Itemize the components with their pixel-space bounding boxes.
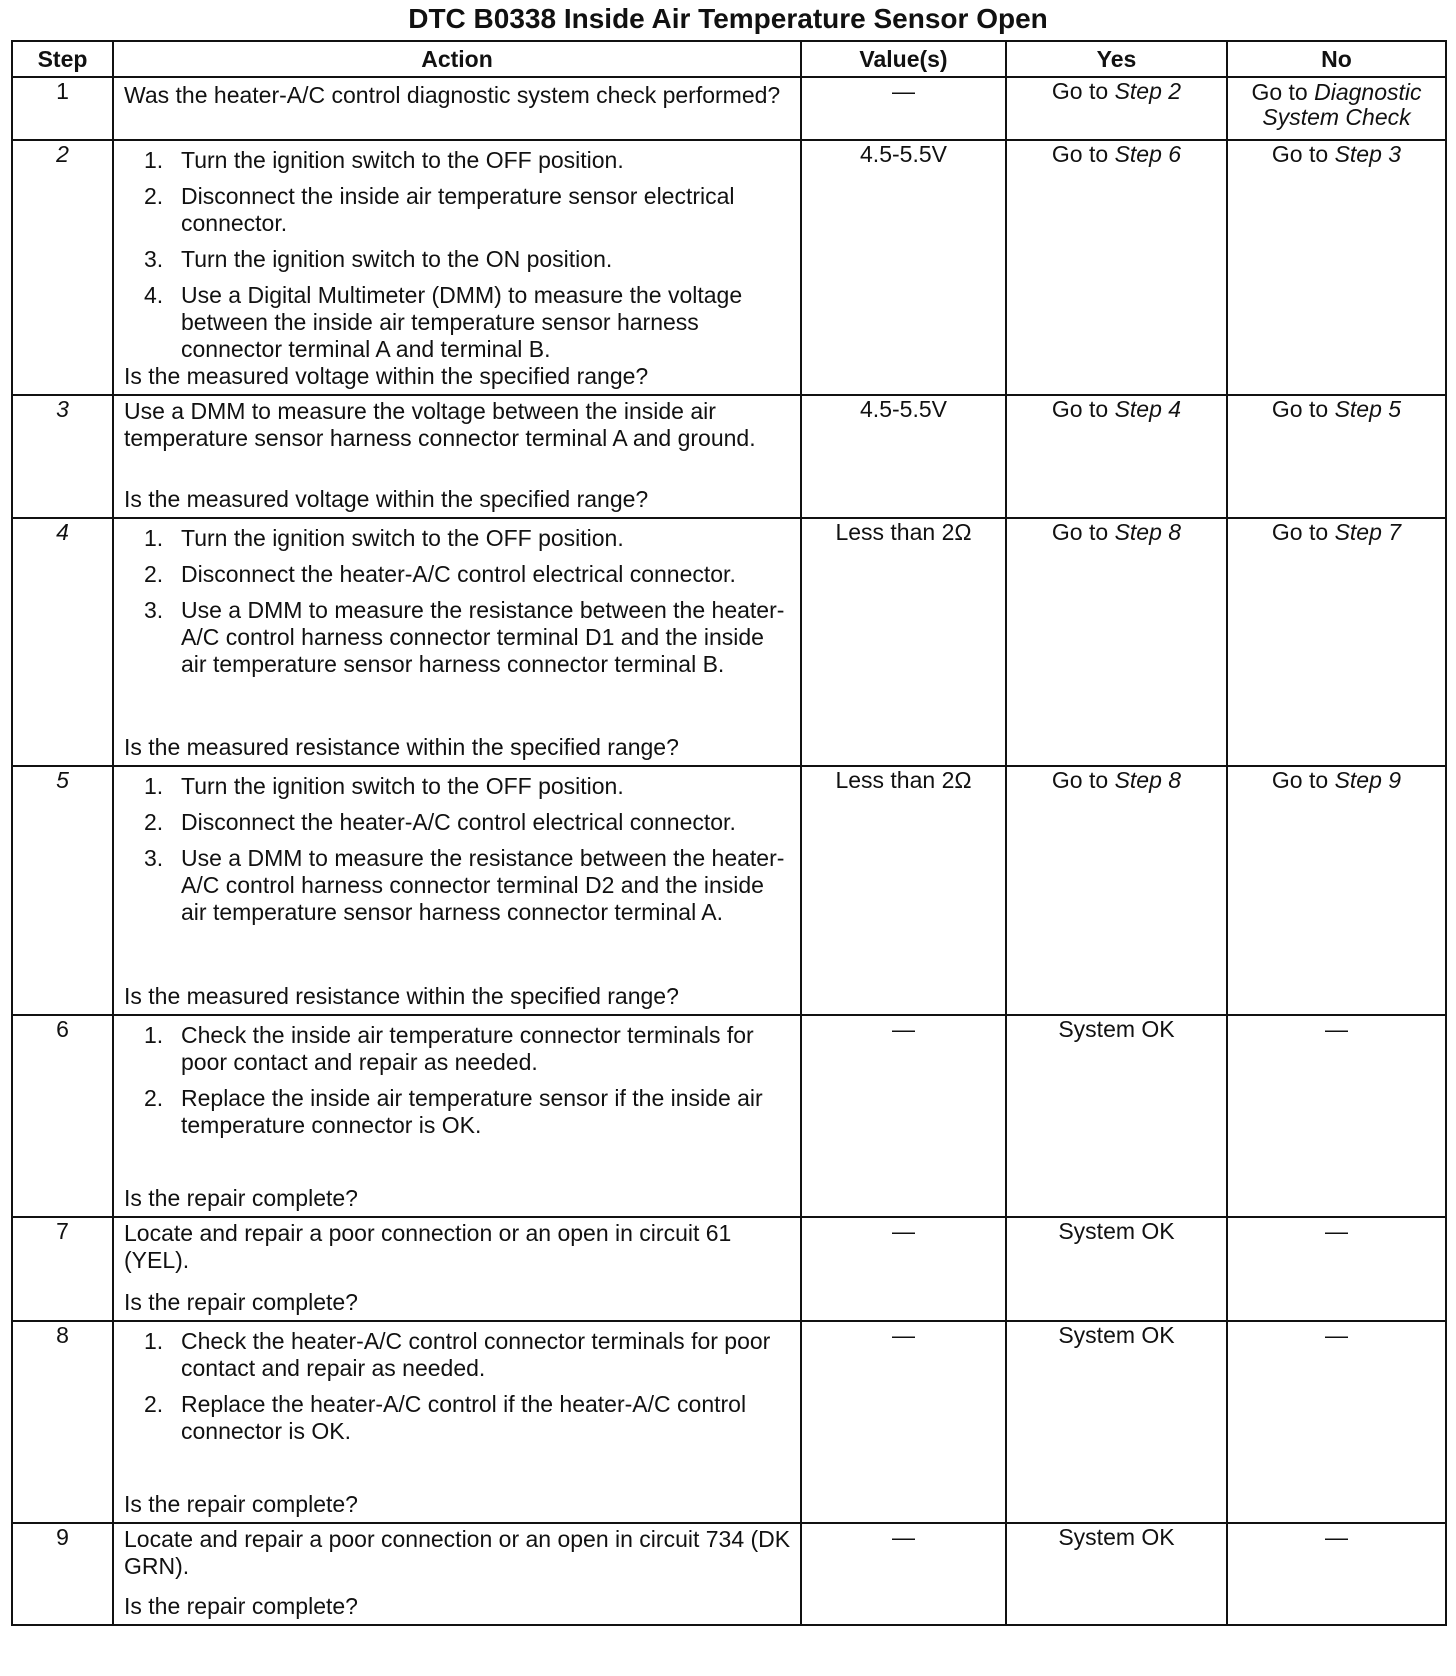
table-row bbox=[12, 77, 1446, 140]
action-text: Locate and repair a poor connection or an open in circuit 734 (DK GRN). bbox=[124, 1526, 791, 1579]
action-steps bbox=[124, 1022, 792, 1139]
yes-cell: Go to Step 4 bbox=[1006, 395, 1227, 518]
list-item: 2. Disconnect the heater-A/C control electrical connector. bbox=[144, 561, 736, 587]
step-number: 3 bbox=[12, 395, 113, 518]
header-action: Action bbox=[113, 41, 801, 77]
table-row bbox=[12, 1523, 1446, 1625]
yes-cell: System OK bbox=[1006, 1523, 1227, 1625]
yes-cell: System OK bbox=[1006, 1015, 1227, 1217]
action-question: Is the measured voltage within the specified range? bbox=[124, 363, 649, 389]
diagnostic-table bbox=[11, 40, 1447, 1626]
list-item: 3. Turn the ignition switch to the ON position. bbox=[144, 246, 613, 272]
action-cell bbox=[113, 140, 801, 395]
step-number: 4 bbox=[12, 518, 113, 766]
action-steps bbox=[124, 525, 792, 678]
list-item: 3. Use a DMM to measure the resistance between the heater-A/C control harness connector terminal D2 and the inside air temperature sensor harness connector terminal A. bbox=[144, 845, 785, 925]
action-question: Is the repair complete? bbox=[124, 1491, 358, 1517]
no-step-ref: Step 5 bbox=[1334, 396, 1402, 422]
action-steps bbox=[124, 773, 792, 926]
go-to-label: Go to bbox=[1251, 79, 1308, 105]
action-question: Is the measured voltage within the specified range? bbox=[124, 486, 649, 512]
no-cell: Go to Step 3 bbox=[1227, 140, 1446, 395]
step-number: 7 bbox=[12, 1217, 113, 1321]
value-cell: — bbox=[801, 1015, 1006, 1217]
action-cell bbox=[113, 518, 801, 766]
yes-cell: Go to Step 8 bbox=[1006, 518, 1227, 766]
yes-step-ref: Step 6 bbox=[1114, 141, 1182, 167]
action-cell bbox=[113, 766, 801, 1015]
value-cell: — bbox=[801, 1321, 1006, 1523]
yes-step-ref: Step 4 bbox=[1114, 396, 1182, 422]
action-question: Is the measured resistance within the specified range? bbox=[124, 734, 679, 760]
list-item: 1. Check the inside air temperature connector terminals for poor contact and repair as needed. bbox=[144, 1022, 754, 1075]
action-cell bbox=[113, 395, 801, 518]
action-cell bbox=[113, 1523, 801, 1625]
list-item: 1. Turn the ignition switch to the OFF position. bbox=[144, 525, 624, 551]
list-item: 1. Turn the ignition switch to the OFF position. bbox=[144, 773, 624, 799]
yes-cell: System OK bbox=[1006, 1321, 1227, 1523]
step-number: 9 bbox=[12, 1523, 113, 1625]
no-cell bbox=[1227, 77, 1446, 140]
value-cell: Less than 2Ω bbox=[801, 518, 1006, 766]
page-title: DTC B0338 Inside Air Temperature Sensor Open bbox=[408, 3, 1048, 34]
action-question: Is the measured resistance within the specified range? bbox=[124, 983, 679, 1009]
yes-cell: System OK bbox=[1006, 1217, 1227, 1321]
header-values: Value(s) bbox=[801, 41, 1006, 77]
action-cell bbox=[113, 1217, 801, 1321]
action-text: Use a DMM to measure the voltage between the inside air temperature sensor harness connector terminal A and ground. bbox=[124, 398, 756, 451]
yes-cell bbox=[1006, 77, 1227, 140]
no-step-ref: Step 3 bbox=[1334, 141, 1402, 167]
header-row bbox=[12, 41, 1446, 77]
yes-cell: Go to Step 8 bbox=[1006, 766, 1227, 1015]
action-steps bbox=[124, 147, 792, 363]
yes-step-ref: Step 2 bbox=[1114, 78, 1182, 104]
value-cell: — bbox=[801, 1523, 1006, 1625]
step-number: 8 bbox=[12, 1321, 113, 1523]
no-cell: Go to Step 9 bbox=[1227, 766, 1446, 1015]
header-no: No bbox=[1227, 41, 1446, 77]
no-cell: Go to Step 7 bbox=[1227, 518, 1446, 766]
action-question: Is the repair complete? bbox=[124, 1593, 358, 1619]
list-item: 2. Disconnect the inside air temperature sensor electrical connector. bbox=[144, 183, 735, 236]
no-cell: — bbox=[1227, 1015, 1446, 1217]
step-number: 1 bbox=[12, 77, 113, 140]
action-question: Is the repair complete? bbox=[124, 1289, 358, 1315]
no-step-ref: Diagnostic System Check bbox=[1262, 79, 1422, 130]
action-cell bbox=[113, 1321, 801, 1523]
header-step: Step bbox=[12, 41, 113, 77]
list-item: 1. Turn the ignition switch to the OFF position. bbox=[144, 147, 624, 173]
action-text: Was the heater-A/C control diagnostic system check performed? bbox=[124, 82, 781, 108]
go-to-label: Go to bbox=[1051, 78, 1109, 104]
list-item: 4. Use a Digital Multimeter (DMM) to measure the voltage between the inside air temperature sensor harness connector terminal A and terminal B. bbox=[144, 282, 743, 362]
list-item: 2. Replace the heater-A/C control if the heater-A/C control connector is OK. bbox=[144, 1391, 747, 1444]
no-cell: — bbox=[1227, 1217, 1446, 1321]
table-row bbox=[12, 1321, 1446, 1523]
list-item: 2. Disconnect the heater-A/C control electrical connector. bbox=[144, 809, 736, 835]
list-item: 3. Use a DMM to measure the resistance between the heater-A/C control harness connector terminal D1 and the inside air temperature sensor harness connector terminal B. bbox=[144, 597, 785, 677]
no-cell: Go to Step 5 bbox=[1227, 395, 1446, 518]
table-row bbox=[12, 140, 1446, 395]
value-cell: 4.5-5.5V bbox=[801, 395, 1006, 518]
value-cell: — bbox=[801, 77, 1006, 140]
action-cell bbox=[113, 77, 801, 140]
table-row bbox=[12, 1217, 1446, 1321]
yes-step-ref: Step 8 bbox=[1114, 767, 1182, 793]
table-row bbox=[12, 395, 1446, 518]
no-step-ref: Step 7 bbox=[1334, 519, 1402, 545]
action-text: Locate and repair a poor connection or an open in circuit 61 (YEL). bbox=[124, 1220, 732, 1273]
table-row bbox=[12, 1015, 1446, 1217]
yes-cell: Go to Step 6 bbox=[1006, 140, 1227, 395]
action-steps bbox=[124, 1328, 792, 1445]
header-yes: Yes bbox=[1006, 41, 1227, 77]
step-number: 6 bbox=[12, 1015, 113, 1217]
value-cell: 4.5-5.5V bbox=[801, 140, 1006, 395]
list-item: 1. Check the heater-A/C control connector terminals for poor contact and repair as needed. bbox=[144, 1328, 771, 1381]
list-item: 2. Replace the inside air temperature sensor if the inside air temperature connector is OK. bbox=[144, 1085, 763, 1138]
action-question: Is the repair complete? bbox=[124, 1185, 358, 1211]
no-cell: — bbox=[1227, 1321, 1446, 1523]
yes-step-ref: Step 8 bbox=[1114, 519, 1182, 545]
action-cell bbox=[113, 1015, 801, 1217]
no-cell: — bbox=[1227, 1523, 1446, 1625]
step-number: 5 bbox=[12, 766, 113, 1015]
table-row bbox=[12, 518, 1446, 766]
no-step-ref: Step 9 bbox=[1334, 767, 1402, 793]
step-number: 2 bbox=[12, 140, 113, 395]
value-cell: — bbox=[801, 1217, 1006, 1321]
value-cell: Less than 2Ω bbox=[801, 766, 1006, 1015]
table-row bbox=[12, 766, 1446, 1015]
